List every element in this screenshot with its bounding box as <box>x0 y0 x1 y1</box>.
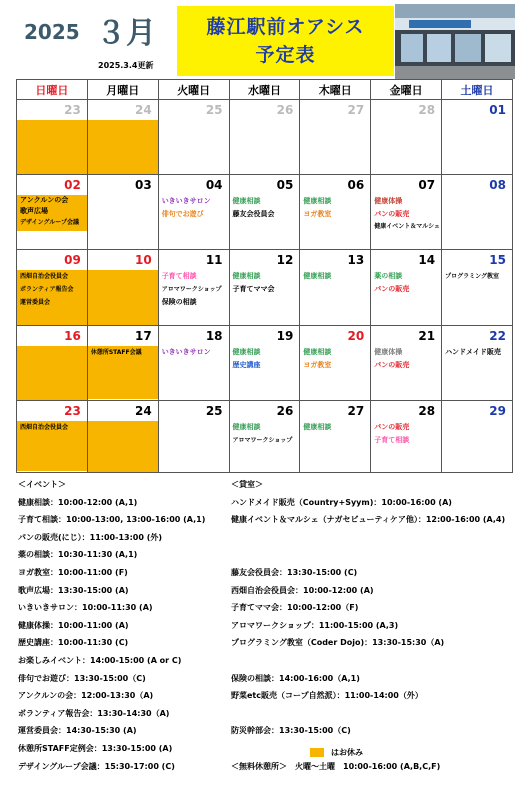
info-line: ＜貸室＞ <box>231 480 263 489</box>
event-item: パンの販売 <box>374 210 410 218</box>
event-item: 運営委員会 <box>20 299 51 306</box>
event-item: 歴史講座 <box>232 361 261 369</box>
day-cell <box>300 250 371 326</box>
info-line <box>231 740 505 758</box>
event-item: 子育てママ会 <box>232 285 275 293</box>
info-line: 俳句でお遊び：13:30-15:00（C) <box>18 673 146 683</box>
event-item: 健康体操 <box>374 348 403 356</box>
info-line: 健康体操：10:00-11:00 (A) <box>18 620 129 630</box>
event-item: 西畑自治会役員会 <box>20 424 69 431</box>
info-line: ヨガ教室：10:00-11:00 (F) <box>18 567 128 577</box>
info-line: 防災幹部会：13:30-15:00（C) <box>231 726 351 736</box>
event-item: プログラミング教室 <box>445 273 499 280</box>
day-cell <box>158 250 229 326</box>
holiday-swatch <box>310 748 324 757</box>
day-number: 24 <box>134 103 152 117</box>
day-number: 25 <box>205 404 223 418</box>
weekday-header-row <box>17 80 513 100</box>
building-photo-image <box>395 4 515 79</box>
day-number: 02 <box>64 178 81 192</box>
day-number: 06 <box>347 178 365 192</box>
header-year: 2025 <box>24 20 80 44</box>
day-cell <box>17 250 88 326</box>
day-number: 08 <box>489 178 506 192</box>
day-number: 07 <box>418 178 436 192</box>
day-number: 03 <box>134 178 152 192</box>
event-item: 保険の相談 <box>161 298 197 306</box>
day-number: 04 <box>205 178 223 192</box>
holiday-fill <box>88 120 158 174</box>
event-item: 子育て相談 <box>374 436 410 444</box>
event-item: デザイングループ会議 <box>20 219 79 226</box>
event-item: ヨガ教室 <box>303 210 332 218</box>
info-line <box>231 705 505 723</box>
info-line: ボランティア報告会：13:30-14:30（A) <box>18 708 170 718</box>
day-cell <box>229 250 300 326</box>
day-number: 17 <box>134 329 152 343</box>
day-cell <box>371 326 442 401</box>
event-item: 子育て相談 <box>161 272 197 280</box>
day-cell <box>371 175 442 250</box>
event-item: いきいきサロン <box>161 348 211 356</box>
day-number: 25 <box>205 103 223 117</box>
day-cell <box>158 326 229 401</box>
holiday-legend-label: はお休み <box>331 748 363 757</box>
day-cell <box>158 401 229 473</box>
info-line: いきいきサロン：10:00-11:30 (A) <box>18 603 153 613</box>
week-row <box>17 326 513 401</box>
weekday-tue: 火曜日 <box>158 80 229 100</box>
info-line: プログラミング教室（Coder Dojo)：13:30-15:30（A) <box>231 638 445 648</box>
event-item: 健康相談 <box>232 272 261 280</box>
day-cell <box>158 175 229 250</box>
info-line: 歌声広場：13:30-15:00 (A) <box>18 585 129 595</box>
weekday-sat: 土曜日 <box>442 80 513 100</box>
info-line: 子育てママ会：10:00-12:00（F) <box>231 603 359 613</box>
week-row <box>17 250 513 326</box>
event-item: 健康相談 <box>232 348 261 356</box>
day-cell <box>442 250 513 326</box>
event-item: 健康相談 <box>303 348 332 356</box>
day-cell <box>87 250 158 326</box>
event-item: 健康相談 <box>303 272 332 280</box>
event-info-column <box>18 476 205 775</box>
weekday-thu: 木曜日 <box>300 80 371 100</box>
day-cell <box>17 175 88 250</box>
event-item: 薬の相談 <box>374 272 403 280</box>
day-cell <box>229 100 300 175</box>
event-item: 俳句でお遊び <box>161 210 204 218</box>
info-line: 健康相談：10:00-12:00 (A,1) <box>18 497 138 507</box>
info-line <box>231 652 505 670</box>
day-number: 24 <box>134 404 152 418</box>
day-number: 26 <box>276 103 294 117</box>
info-line: 保険の相談：14:00-16:00（A,1) <box>231 673 360 683</box>
day-cell <box>158 100 229 175</box>
event-item: いきいきサロン <box>161 197 211 205</box>
event-item: 西畑自治会役員会 <box>20 273 69 280</box>
day-number: 19 <box>276 329 294 343</box>
event-item: 健康相談 <box>303 423 332 431</box>
week-row <box>17 401 513 473</box>
event-item: ボランティア報告会 <box>20 286 74 293</box>
info-line: 西畑自治会役員会：10:00-12:00 (A) <box>231 585 374 595</box>
event-item: 藤友会役員会 <box>232 210 275 218</box>
holiday-fill <box>17 421 87 471</box>
day-number: 09 <box>64 253 81 267</box>
info-line: ハンドメイド販売（Country+Syym)：10:00-16:00 (A) <box>231 497 452 507</box>
day-cell <box>229 401 300 473</box>
day-number: 05 <box>276 178 294 192</box>
title-line1: 藤江駅前オアシス <box>206 16 365 38</box>
info-line: ＜イベント＞ <box>18 480 66 489</box>
day-cell <box>371 250 442 326</box>
day-number: 21 <box>418 329 436 343</box>
info-line: 健康イベント＆マルシェ（ナガセビューティケア他）：12:00-16:00 (A,4) <box>231 515 506 525</box>
holiday-fill <box>17 195 87 231</box>
day-number: 16 <box>64 329 81 343</box>
info-line: 歴史講座：10:00-11:30 (C) <box>18 638 129 648</box>
weekday-mon: 月曜日 <box>87 80 158 100</box>
event-item: パンの販売 <box>374 285 410 293</box>
day-number: 28 <box>418 404 436 418</box>
event-item: アロマワークショップ <box>161 286 222 293</box>
event-item: パンの販売 <box>374 361 410 369</box>
day-cell <box>300 100 371 175</box>
header-updated: 2025.3.4更新 <box>98 61 154 70</box>
day-number: 10 <box>134 253 152 267</box>
info-line: 野菜etc販売（コープ自然派）：11:00-14:00（外） <box>231 691 423 701</box>
day-number: 29 <box>489 404 506 418</box>
event-item: 健康相談 <box>232 197 261 205</box>
day-cell <box>17 401 88 473</box>
info-line: デザイングループ会議：15:30-17:00 (C) <box>18 761 175 771</box>
event-item: 健康イベント＆マルシェ <box>374 223 440 230</box>
event-item: パンの販売 <box>374 423 410 431</box>
day-cell <box>300 326 371 401</box>
day-cell <box>87 175 158 250</box>
day-cell <box>87 100 158 175</box>
event-item: 健康体操 <box>374 197 403 205</box>
day-number: 23 <box>64 404 81 418</box>
day-cell <box>300 175 371 250</box>
day-number: 14 <box>418 253 436 267</box>
day-cell <box>17 100 88 175</box>
holiday-fill <box>17 346 87 400</box>
day-cell <box>300 401 371 473</box>
day-cell <box>229 175 300 250</box>
holiday-fill <box>17 120 87 174</box>
day-number: 13 <box>347 253 365 267</box>
calendar <box>16 79 513 473</box>
day-number: 01 <box>489 103 506 117</box>
info-line: 子育て相談：10:00-13:00, 13:00-16:00 (A,1) <box>18 515 206 525</box>
day-number: 12 <box>276 253 294 267</box>
info-line <box>231 529 505 547</box>
day-number: 28 <box>418 103 436 117</box>
event-item: 健康相談 <box>303 197 332 205</box>
info-line: パンの販売(にじ）：11:00-13:00 (外) <box>18 532 163 542</box>
weekday-sun: 日曜日 <box>17 80 88 100</box>
day-cell <box>17 326 88 401</box>
info-line: 藤友会役員会：13:30-15:00 (C) <box>231 567 358 577</box>
holiday-fill <box>88 421 158 472</box>
event-item: アンクルンの会 <box>20 196 69 204</box>
day-cell <box>442 175 513 250</box>
title-box <box>177 6 394 76</box>
week-row <box>17 175 513 250</box>
title-line2: 予定表 <box>255 44 316 66</box>
building-photo <box>395 4 515 79</box>
event-item: 歌声広場 <box>20 207 48 215</box>
event-item: アロマワークショップ <box>232 437 293 444</box>
day-cell <box>87 326 158 401</box>
holiday-fill <box>17 270 87 325</box>
event-item: ハンドメイド販売 <box>445 348 501 356</box>
info-line: ＜無料休憩所＞ 火曜～土曜 10:00-16:00 (A,B,C,F) <box>231 761 441 771</box>
rental-info-column <box>231 476 505 775</box>
weekday-fri: 金曜日 <box>371 80 442 100</box>
info-line: アロマワークショップ：11:00-15:00 (A,3) <box>231 620 399 630</box>
day-cell <box>371 401 442 473</box>
header-month: ３月 <box>96 16 156 51</box>
week-row <box>17 100 513 175</box>
day-cell <box>442 326 513 401</box>
event-item: 健康相談 <box>232 423 261 431</box>
day-cell <box>442 100 513 175</box>
info-line: 薬の相談：10:30-11:30 (A,1) <box>18 550 138 560</box>
day-number: 15 <box>489 253 506 267</box>
event-item: 休憩所STAFF会議 <box>90 349 142 356</box>
day-cell <box>442 401 513 473</box>
day-cell <box>87 401 158 473</box>
holiday-fill <box>88 346 158 399</box>
info-line <box>231 546 505 564</box>
info-line: 運営委員会：14:30-15:30 (A) <box>18 726 137 736</box>
day-number: 27 <box>347 103 365 117</box>
info-line: お楽しみイベント：14:00-15:00 (A or C) <box>18 655 182 665</box>
day-number: 23 <box>64 103 81 117</box>
day-number: 11 <box>205 253 223 267</box>
event-item: ヨガ教室 <box>303 361 332 369</box>
info-line: アンクルンの会：12:00-13:30（A) <box>18 691 154 701</box>
day-cell <box>229 326 300 401</box>
weekday-wed: 水曜日 <box>229 80 300 100</box>
day-cell <box>371 100 442 175</box>
day-number: 18 <box>205 329 223 343</box>
day-number: 26 <box>276 404 294 418</box>
info-line: 休憩所STAFF定例会：13:30-15:00 (A) <box>18 743 173 753</box>
day-number: 27 <box>347 404 365 418</box>
holiday-legend <box>310 747 363 758</box>
holiday-fill <box>88 270 158 325</box>
day-number: 22 <box>489 329 506 343</box>
day-number: 20 <box>347 329 365 343</box>
